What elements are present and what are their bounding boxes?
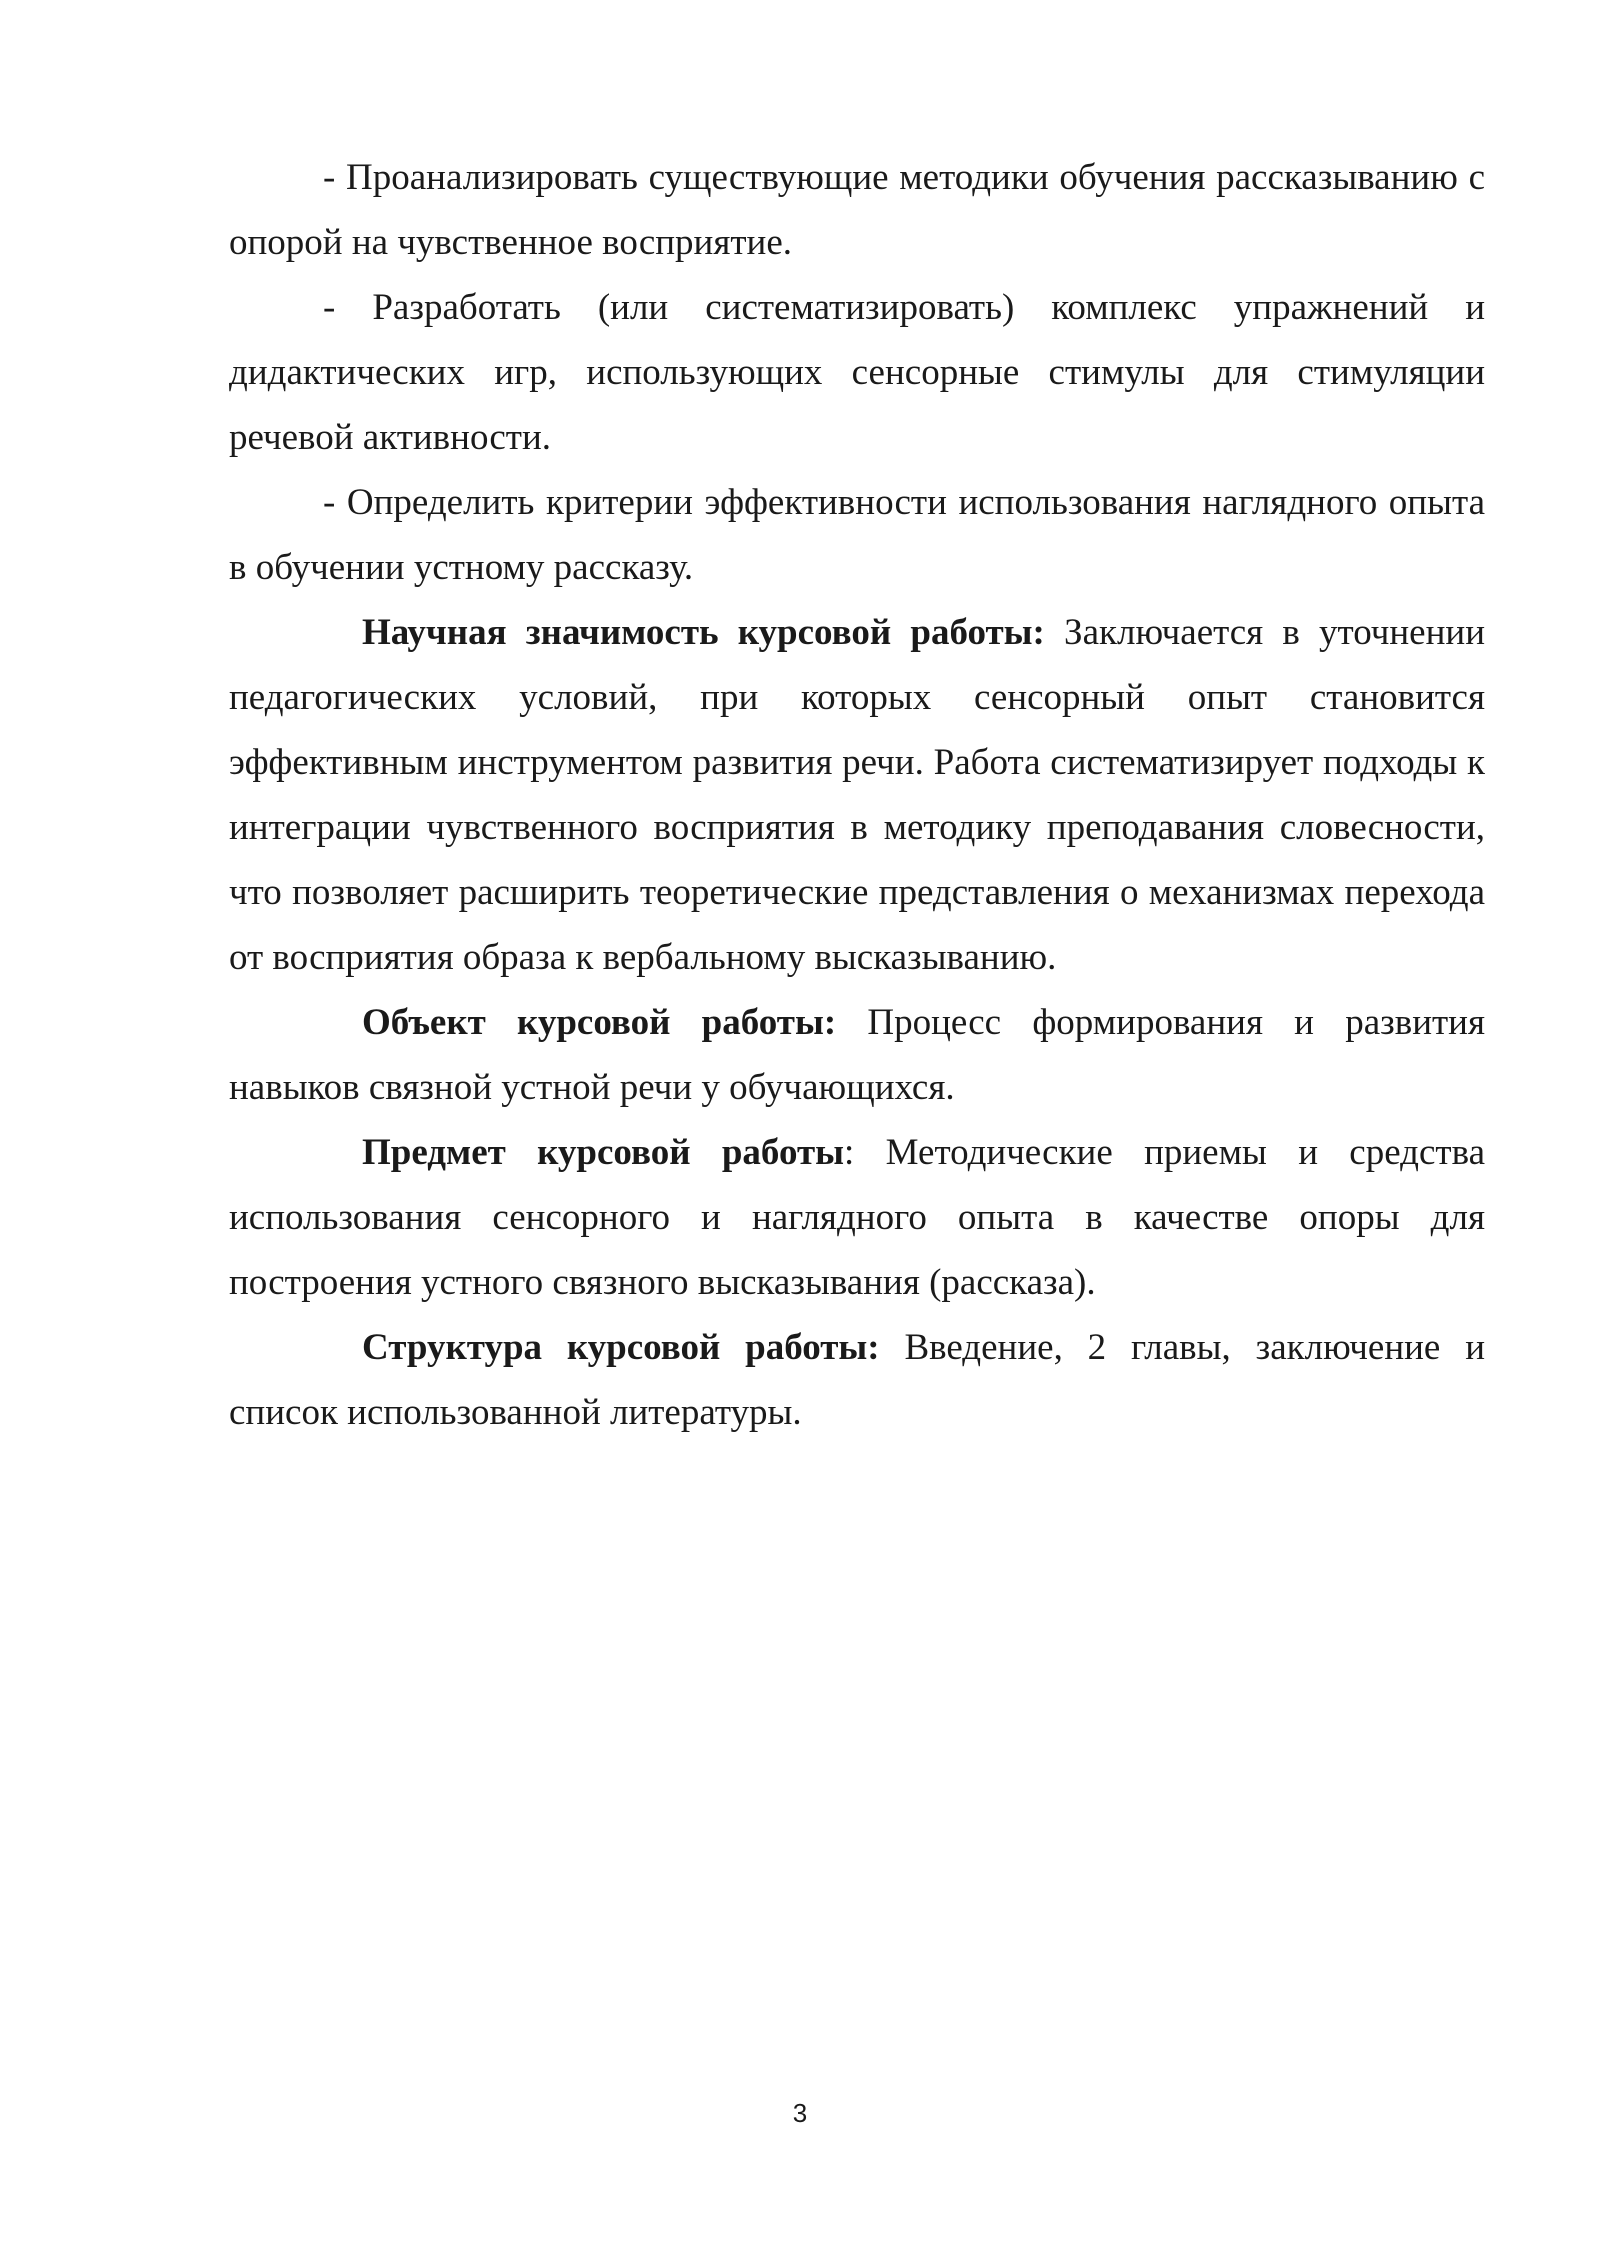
section-structure	[229, 1315, 1485, 1445]
section-label: Структура курсовой работы:	[362, 1327, 880, 1368]
bullet-item-criteria: - Определить критерии эффективности использования наглядного опыта в обучении устному рассказу.	[229, 482, 1485, 588]
bullet-item-develop: - Разработать (или систематизировать) комплекс упражнений и дидактических игр, использующих сенсорные стимулы для стимуляции речевой активности.	[229, 287, 1485, 458]
section-subject	[229, 1120, 1485, 1315]
section-text: Заключается в уточнении педагогических условий, при которых сенсорный опыт становится эффективным инструментом развития речи. Работа систематизирует подходы к интеграции чувственного восприятия в методику преподавания словесности, что позволяет расширить теоретические представления о механизмах перехода от восприятия образа к вербальному высказыванию.	[229, 612, 1486, 978]
section-object	[229, 990, 1485, 1120]
bullet-item-analyze: - Проанализировать существующие методики обучения рассказыванию с опорой на чувственное восприятие.	[229, 157, 1485, 263]
section-label: Объект курсовой работы:	[362, 1002, 837, 1043]
page-body	[229, 145, 1485, 1445]
section-label: Предмет курсовой работы	[362, 1132, 845, 1173]
page-number: 3	[792, 2098, 808, 2128]
section-scientific-significance	[229, 600, 1485, 990]
section-text: : Методические приемы и средства использования сенсорного и наглядного опыта в качестве опоры для построения устного связного высказывания (рассказа).	[229, 1132, 1485, 1303]
section-text: Введение, 2 главы, заключение и список использованной литературы.	[229, 1327, 1485, 1433]
section-text: Процесс формирования и развития навыков связной устной речи у обучающихся.	[229, 1002, 1485, 1108]
section-label: Научная значимость курсовой работы:	[362, 612, 1045, 653]
